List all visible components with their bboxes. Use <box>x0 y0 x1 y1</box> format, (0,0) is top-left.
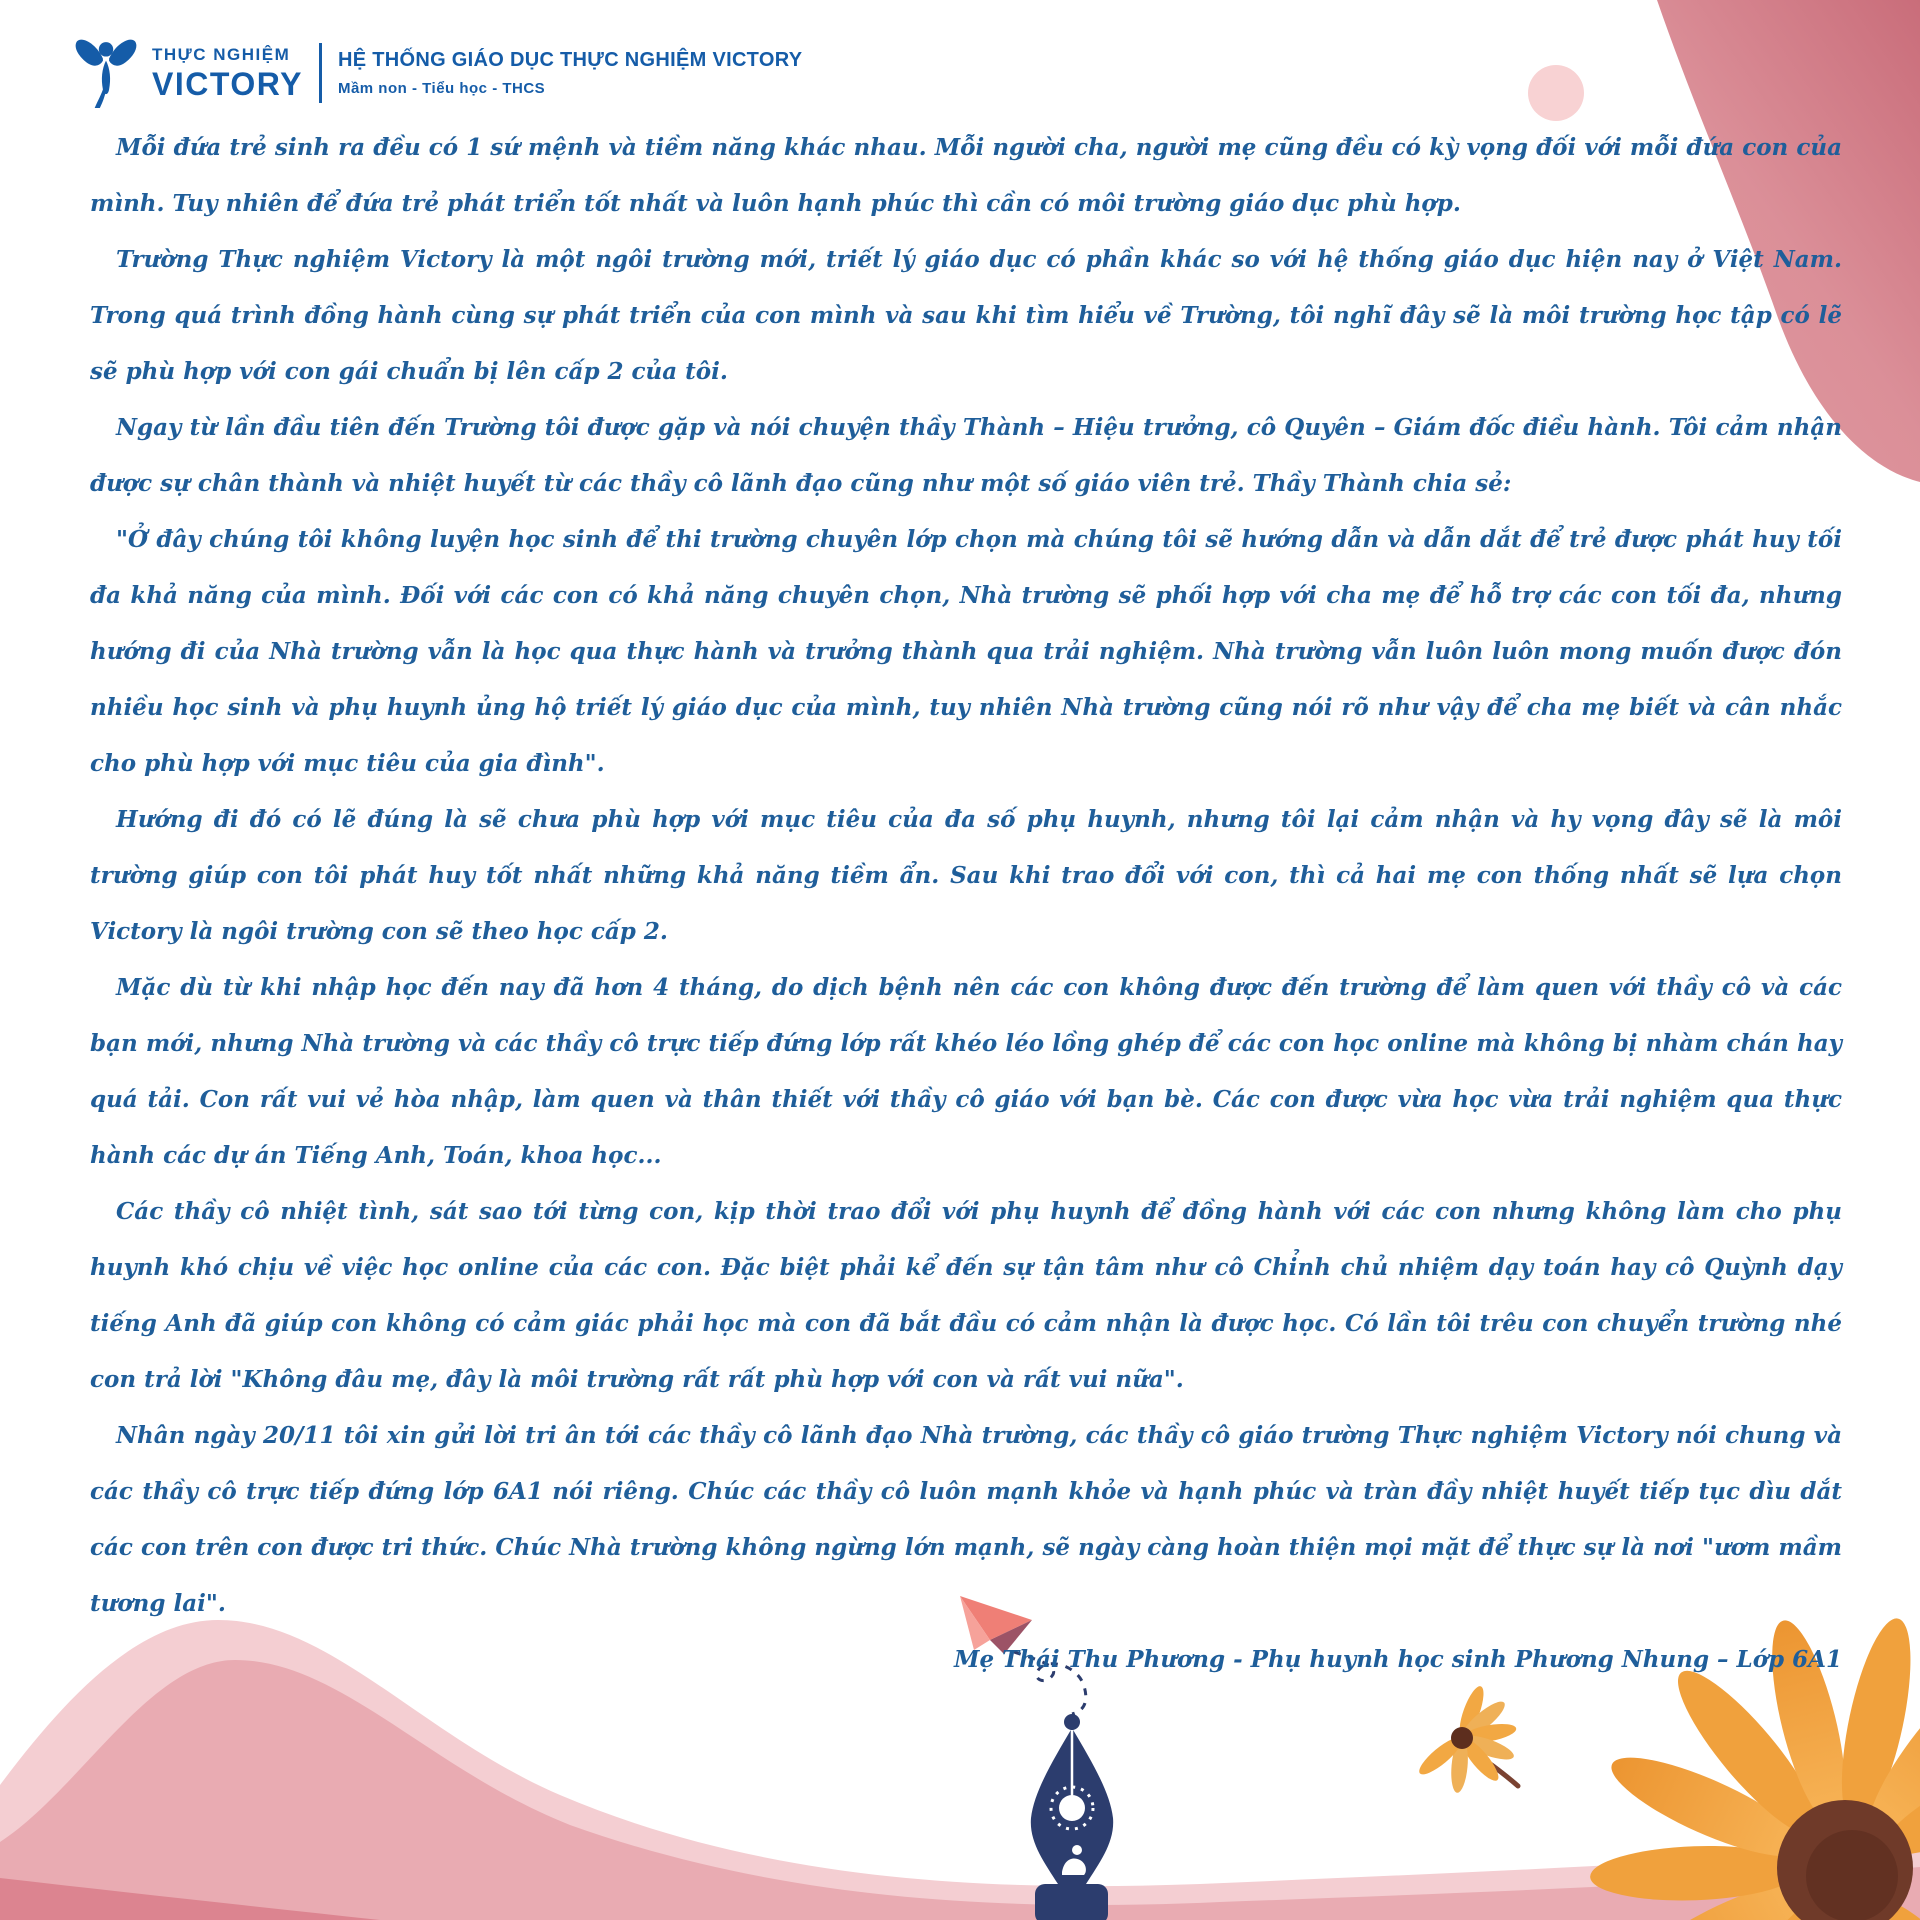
header <box>74 36 802 110</box>
brand-name-label: VICTORY <box>152 66 303 102</box>
brand-wordmark <box>152 46 303 100</box>
brand-top-label: THỰC NGHIỆM <box>152 45 291 64</box>
pen-nib-icon <box>1031 1714 1113 1920</box>
logo-divider <box>319 43 322 103</box>
letter-paragraph: Hướng đi đó có lẽ đúng là sẽ chưa phù hợp với mục tiêu của đa số phụ huynh, nhưng tôi lại cảm nhận và hy vọng đây sẽ là môi trường giúp con tôi phát huy tốt nhất những khả năng tiềm ẩn. Sau khi trao đổi với con, thì cả hai mẹ con thống nhất sẽ lựa chọn Victory là ngôi trường con sẽ theo học cấp 2. <box>90 806 1842 945</box>
small-flower-icon <box>1415 1684 1518 1794</box>
letter-paragraph: Mặc dù từ khi nhập học đến nay đã hơn 4 tháng, do dịch bệnh nên các con không được đến trường để làm quen với thầy cô và các bạn mới, nhưng Nhà trường và các thầy cô trực tiếp đứng lớp rất khéo léo lồng ghép để các con học online mà không bị nhàm chán hay quá tải. Con rất vui vẻ hòa nhập, làm quen và thân thiết với thầy cô giáo với bạn bè. Các con được vừa học vừa trải nghiệm qua thực hành các dự án Tiếng Anh, Toán, khoa học... <box>90 974 1842 1169</box>
system-title: HỆ THỐNG GIÁO DỤC THỰC NGHIỆM VICTORY <box>337 49 803 71</box>
letter-body <box>90 120 1842 1688</box>
letter-paragraph: "Ở đây chúng tôi không luyện học sinh để thi trường chuyên lớp chọn mà chúng tôi sẽ hướng dẫn và dẫn dắt để trẻ được phát huy tối đa khả năng của mình. Đối với các con có khả năng chuyên chọn, Nhà trường sẽ phối hợp với cha mẹ để hỗ trợ các con tối đa, nhưng hướng đi của Nhà trường vẫn là học qua thực hành và trưởng thành qua trải nghiệm. Nhà trường vẫn luôn luôn mong muốn được đón nhiều học sinh và phụ huynh ủng hộ triết lý giáo dục của mình, tuy nhiên Nhà trường cũng nói rõ như vậy để cha mẹ biết và cân nhắc cho phù hợp với mục tiêu của gia đình". <box>90 526 1842 777</box>
letter-paragraph: Các thầy cô nhiệt tình, sát sao tới từng con, kịp thời trao đổi với phụ huynh để đồng hành với các con nhưng không làm cho phụ huynh khó chịu về việc học online của các con. Đặc biệt phải kể đến sự tận tâm như cô Chỉnh chủ nhiệm dạy toán hay cô Quỳnh dạy tiếng Anh đã giúp con không có cảm giác phải học mà con đã bắt đầu có cảm nhận là được học. Có lần tôi trêu con chuyển trường nhé con trả lời "Không đâu mẹ, đây là môi trường rất rất phù hợp với con và rất vui nữa". <box>90 1198 1842 1393</box>
letter-paragraph: Ngay từ lần đầu tiên đến Trường tôi được gặp và nói chuyện thầy Thành – Hiệu trưởng, cô Quyên – Giám đốc điều hành. Tôi cảm nhận được sự chân thành và nhiệt huyết từ các thầy cô lãnh đạo cũng như một số giáo viên trẻ. Thầy Thành chia sẻ: <box>90 414 1842 497</box>
signature-line: Mẹ Thái Thu Phương - Phụ huynh học sinh Phương Nhung – Lớp 6A1 <box>954 1646 1842 1673</box>
letter-paragraph: Trường Thực nghiệm Victory là một ngôi trường mới, triết lý giáo dục có phần khác so với hệ thống giáo dục hiện nay ở Việt Nam. Trong quá trình đồng hành cùng sự phát triển của con mình và sau khi tìm hiểu về Trường, tôi nghĩ đây sẽ là môi trường học tập có lẽ sẽ phù hợp với con gái chuẩn bị lên cấp 2 của tôi. <box>90 246 1842 385</box>
letter-paragraph: Mỗi đứa trẻ sinh ra đều có 1 sứ mệnh và tiềm năng khác nhau. Mỗi người cha, người mẹ cũng đều có kỳ vọng đối với mỗi đứa con của mình. Tuy nhiên để đứa trẻ phát triển tốt nhất và luôn hạnh phúc thì cần có môi trường giáo dục phù hợp. <box>90 134 1842 217</box>
letter-paragraph: Nhân ngày 20/11 tôi xin gửi lời tri ân tới các thầy cô lãnh đạo Nhà trường, các thầy cô giáo trường Thực nghiệm Victory nói chung và các thầy cô trực tiếp đứng lớp 6A1 nói riêng. Chúc các thầy cô luôn mạnh khỏe và hạnh phúc và tràn đầy nhiệt huyết tiếp tục dìu dắt các con trên con được tri thức. Chúc Nhà trường không ngừng lớn mạnh, sẽ ngày càng hoàn thiện mọi mặt để thực sự là nơi "ươm mầm tương lai". <box>90 1422 1842 1617</box>
victory-bird-logo-icon <box>74 36 138 110</box>
pink-dot-shape <box>1528 65 1584 121</box>
system-levels: Mầm non - Tiểu học - THCS <box>337 80 546 97</box>
system-block <box>338 49 802 97</box>
